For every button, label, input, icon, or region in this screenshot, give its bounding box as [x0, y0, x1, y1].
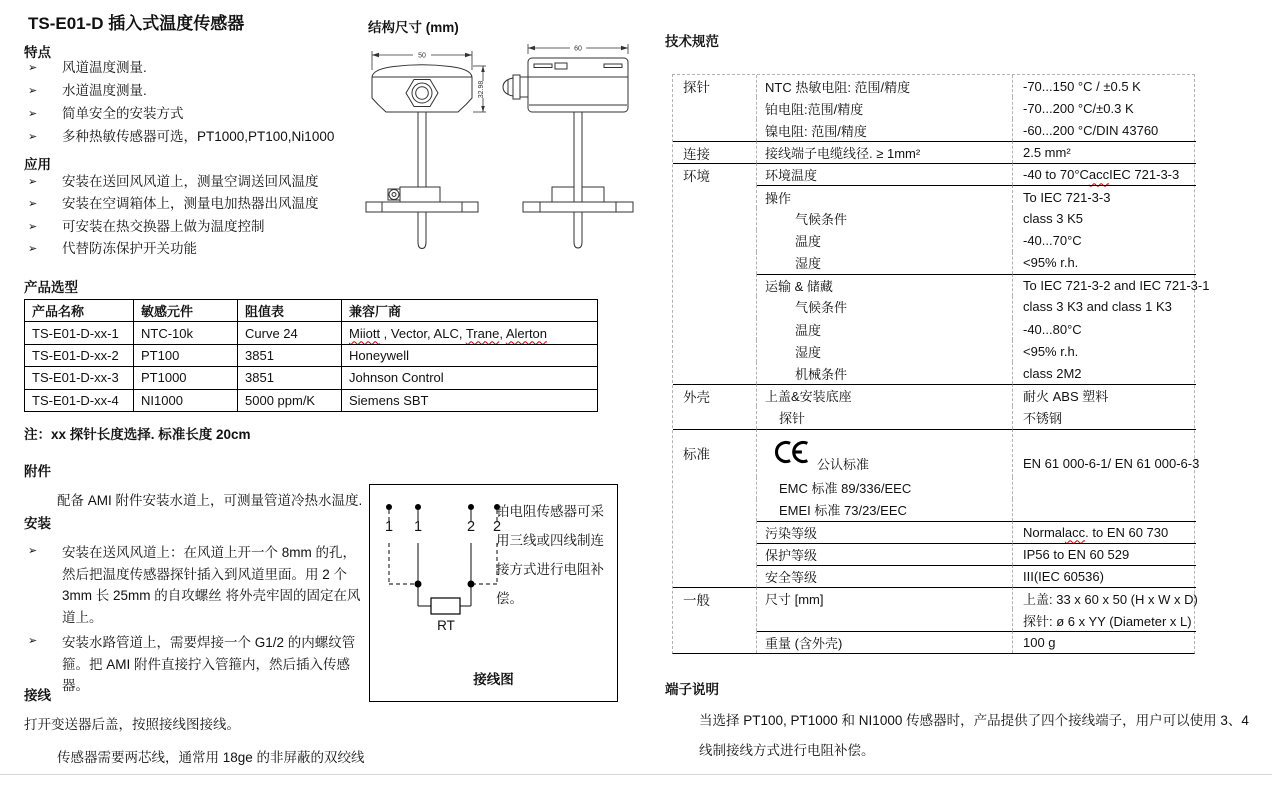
spec-param-cell: EMC 标准 89/336/EEC: [757, 477, 1013, 499]
bullet-arrow-icon: ➢: [28, 85, 38, 97]
bullet-arrow-icon: ➢: [28, 176, 38, 188]
ce-mark-icon: [771, 439, 811, 465]
spec-value-cell: III(IEC 60536): [1013, 565, 1196, 587]
spec-category-cell: [673, 406, 757, 428]
specs-table: [672, 74, 1210, 654]
spec-category-cell: 外壳: [673, 384, 757, 406]
spec-category-cell: [673, 230, 757, 252]
terminal-desc-heading: 端子说明: [665, 682, 719, 697]
spec-category-cell: [673, 119, 757, 141]
spec-value-cell: Normal acc . to EN 60 730: [1013, 521, 1196, 543]
selection-row: [25, 344, 598, 366]
selection-table: [24, 299, 598, 412]
bullet-item: [24, 82, 384, 105]
spec-category-cell: [673, 318, 757, 340]
installation-list: [24, 542, 374, 700]
bullet-item: [24, 240, 384, 262]
selection-cell: TS-E01-D-xx-4: [25, 389, 134, 411]
spec-category-cell: [673, 296, 757, 318]
terminal-label: 1: [413, 519, 423, 535]
spec-value-cell: class 2M2: [1023, 365, 1082, 381]
bullet-text: 代替防冻保护开关功能: [62, 240, 197, 256]
bullet-text: 安装在送风风道上：在风道上开一个 8mm 的孔，然后把温度传感器探针插入到风道里面。用 2 个 3mm 长 25mm 的自攻螺丝 将外壳牢固的固定在风道上。: [62, 545, 361, 626]
spec-param-cell: [757, 609, 1013, 631]
spec-category-cell: [673, 208, 757, 230]
bullet-item: [24, 632, 374, 697]
bullet-text: 风道温度测量.: [62, 60, 147, 75]
bullet-arrow-icon: ➢: [28, 634, 38, 647]
resistor-label: RT: [437, 618, 455, 633]
page-title: TS-E01-D 插入式温度传感器: [28, 14, 245, 33]
spec-param-cell: EMEI 标准 73/23/EEC: [757, 499, 1013, 521]
spec-param-cell: 湿度: [757, 252, 1013, 274]
bullet-text: 简单安全的安装方式: [62, 106, 184, 121]
selection-cell: NI1000: [134, 389, 238, 411]
spec-param-cell: 探针: [757, 406, 1013, 428]
bullet-text: 安装水路管道上，需要焊接一个 G1/2 的内螺纹管箍。把 AMI 附件直接拧入管箍内，然后插入传感器。: [62, 634, 356, 694]
bullet-arrow-icon: ➢: [28, 242, 38, 255]
spec-category-cell: 连接: [673, 141, 757, 163]
spec-value-cell: To IEC 721-3-3: [1013, 185, 1196, 207]
structure-heading: 结构尺寸 (mm): [368, 20, 459, 35]
bullet-item: [24, 173, 384, 195]
spec-category-cell: [673, 499, 757, 521]
spec-param-cell: 上盖&安装底座: [757, 384, 1013, 406]
spec-param-cell: 湿度: [757, 340, 1013, 362]
spec-value-cell: class 3 K5: [1023, 211, 1083, 227]
spec-param-cell: 接线端子电缆线径. ≥ 1mm²: [757, 141, 1013, 163]
spec-value-cell: -70...150 °C / ±0.5 K: [1023, 78, 1141, 94]
selection-cell: 3851: [238, 344, 342, 366]
spec-param-cell: 保护等级: [757, 543, 1013, 565]
accessories-text: 配备 AMI 附件安装水道上，可测量管道冷热水温度.: [57, 493, 363, 508]
selection-cell: NTC-10k: [134, 322, 238, 344]
spec-category-cell: [673, 97, 757, 119]
side-view-drawing: [500, 40, 645, 256]
wiring-heading: 接线: [24, 688, 51, 703]
wiring-line2: 传感器需要两芯线，通常用 18ge 的非屏蔽的双绞线: [57, 750, 365, 765]
spec-value-cell: 不锈钢: [1023, 410, 1063, 426]
spec-value-cell: EN 61 000-6-1/ EN 61 000-6-3: [1013, 429, 1196, 477]
bullet-text: 安装在送回风风道上，测量空调送回风温度: [62, 174, 319, 189]
side-width-dim-label: 60: [574, 45, 582, 53]
accessories-heading: 附件: [24, 464, 51, 479]
spec-category-cell: 标准: [673, 429, 757, 477]
bullet-arrow-icon: ➢: [28, 198, 38, 211]
spec-value-cell: 100 g: [1013, 631, 1196, 653]
spec-value-cell: 上盖: 33 x 60 x 50 (H x W x D): [1013, 587, 1196, 609]
bullet-arrow-icon: ➢: [28, 545, 38, 557]
bullet-text: 可安装在热交换器上做为温度控制: [62, 218, 265, 234]
selection-row: [25, 367, 598, 389]
selection-cell: Miiott , Vector, ALC, Trane, Alerton: [342, 322, 598, 344]
selection-cell: 3851: [238, 367, 342, 389]
wiring-diagram-box: [369, 484, 618, 702]
spec-value-cell: -60...200 °C/DIN 43760: [1023, 122, 1159, 138]
bullet-item: [24, 128, 384, 151]
spec-param-cell: 污染等级: [757, 521, 1013, 543]
terminal-label: 2: [466, 519, 476, 535]
spec-category-cell: 探针: [673, 75, 757, 97]
spec-value-cell: 耐火 ABS 塑料: [1013, 384, 1196, 406]
selection-cell: 5000 ppm/K: [238, 389, 342, 411]
spec-category-cell: [673, 565, 757, 587]
selection-row: [25, 322, 598, 344]
spec-category-cell: [673, 274, 757, 296]
front-view-drawing: [362, 46, 492, 258]
selection-heading: 产品选型: [24, 280, 78, 295]
spec-value-cell: To IEC 721-3-2 and IEC 721-3-1: [1013, 274, 1196, 296]
spec-category-cell: 一般: [673, 587, 757, 609]
bullet-arrow-icon: ➢: [28, 108, 38, 120]
bullet-item: [24, 195, 384, 217]
selection-cell: TS-E01-D-xx-2: [25, 344, 134, 366]
front-width-dim-label: 50: [418, 52, 426, 60]
bullet-text: 多种热敏传感器可选，PT1000,PT100,Ni1000: [62, 129, 335, 144]
selection-cell: Johnson Control: [342, 367, 598, 389]
spec-category-cell: [673, 543, 757, 565]
spec-param-cell: 操作: [757, 185, 1013, 207]
spec-param-cell: 镍电阻: 范围/精度: [757, 119, 1013, 141]
selection-col-header: 阻值表: [238, 300, 342, 322]
spec-param-cell: 温度: [757, 318, 1013, 340]
bullet-item: [24, 59, 384, 82]
spec-category-cell: [673, 252, 757, 274]
spec-param-cell: 气候条件: [757, 296, 1013, 318]
selection-col-header: 敏感元件: [134, 300, 238, 322]
front-height-dim-label: 32.98: [478, 80, 485, 99]
spec-category-cell: [673, 521, 757, 543]
spec-param-cell: 尺寸 [mm]: [757, 587, 1013, 609]
spec-value-cell: <95% r.h.: [1023, 343, 1079, 359]
installation-heading: 安装: [24, 516, 51, 531]
spec-category-cell: [673, 477, 757, 499]
selection-col-header: 兼容厂商: [342, 300, 598, 322]
bullet-arrow-icon: ➢: [28, 62, 38, 74]
spec-value-cell: IP56 to EN 60 529: [1013, 543, 1196, 565]
selection-cell: TS-E01-D-xx-3: [25, 367, 134, 389]
spec-value-cell: [1013, 477, 1196, 499]
bullet-text: 水道温度测量.: [62, 83, 147, 98]
spec-param-cell: 温度: [757, 230, 1013, 252]
spec-param-cell: 铂电阻:范围/精度: [757, 97, 1013, 119]
selection-col-header: 产品名称: [25, 300, 134, 322]
spec-category-cell: [673, 185, 757, 207]
spec-value-cell: -40 to 70°C acc IEC 721-3-3: [1013, 163, 1196, 185]
spec-param-text: 公认标准: [817, 456, 870, 472]
selection-row: [25, 389, 598, 411]
applications-heading: 应用: [24, 157, 51, 172]
spec-param-cell: 气候条件: [757, 208, 1013, 230]
spec-param-cell: 环境温度: [757, 163, 1013, 185]
spec-value-cell: 2.5 mm²: [1013, 141, 1196, 163]
spec-param-cell: 运输 & 储藏: [757, 274, 1013, 296]
selection-cell: Honeywell: [342, 344, 598, 366]
terminal-label: 2: [492, 519, 502, 535]
selection-cell: PT1000: [134, 367, 238, 389]
spec-category-cell: [673, 609, 757, 631]
spec-param-cell: NTC 热敏电阻: 范围/精度: [757, 75, 1013, 97]
spec-param-cell: [757, 429, 1013, 477]
bullet-arrow-icon: ➢: [28, 220, 38, 233]
features-list: [24, 59, 384, 151]
bullet-item: [24, 105, 384, 128]
bullet-arrow-icon: ➢: [28, 131, 38, 143]
spec-value-cell: <95% r.h.: [1023, 255, 1079, 271]
terminal-desc-text: 当选择 PT100, PT1000 和 NI1000 传感器时，产品提供了四个接线端子，用户可以使用 3、4 线制接线方式进行电阻补偿。: [699, 713, 1249, 758]
spec-category-cell: 环境: [673, 163, 757, 185]
selection-cell: Curve 24: [238, 322, 342, 344]
spec-value-cell: 探针: ø 6 x YY (Diameter x L): [1023, 613, 1192, 629]
applications-list: [24, 173, 384, 262]
spec-param-cell: 安全等级: [757, 565, 1013, 587]
selection-cell: PT100: [134, 344, 238, 366]
spec-category-cell: [673, 362, 757, 384]
spec-value-cell: -70...200 °C/±0.3 K: [1023, 100, 1134, 116]
selection-note: 注：xx 探针长度选择. 标准长度 20cm: [24, 427, 251, 442]
wiring-diagram-caption: 接线图: [473, 672, 514, 687]
bullet-item: [24, 218, 384, 240]
selection-cell: TS-E01-D-xx-1: [25, 322, 134, 344]
wiring-diagram-note: 铂电阻传感器可采用三线或四线制连接方式进行电阻补偿。: [496, 504, 604, 606]
selection-cell: Siemens SBT: [342, 389, 598, 411]
spec-category-cell: [673, 631, 757, 653]
spec-value-cell: [1013, 499, 1196, 521]
selection-header-row: [25, 300, 598, 322]
specs-heading: 技术规范: [665, 34, 719, 49]
wiring-line1: 打开变送器后盖，按照接线图接线。: [24, 717, 240, 732]
terminal-label: 1: [384, 519, 394, 535]
bullet-item: [24, 542, 374, 629]
resistor-symbol: [431, 598, 460, 614]
spec-category-cell: [673, 340, 757, 362]
spec-value-cell: -40...80°C: [1023, 321, 1082, 337]
spec-param-cell: 重量 (含外壳): [757, 631, 1013, 653]
spec-value-cell: -40...70°C: [1023, 233, 1082, 249]
bullet-text: 安装在空调箱体上，测量电加热器出风温度: [62, 196, 319, 212]
spec-param-cell: 机械条件: [757, 362, 1013, 384]
spec-value-cell: class 3 K3 and class 1 K3: [1023, 299, 1172, 315]
page-bottom-divider: [0, 774, 1272, 775]
features-heading: 特点: [24, 45, 51, 60]
